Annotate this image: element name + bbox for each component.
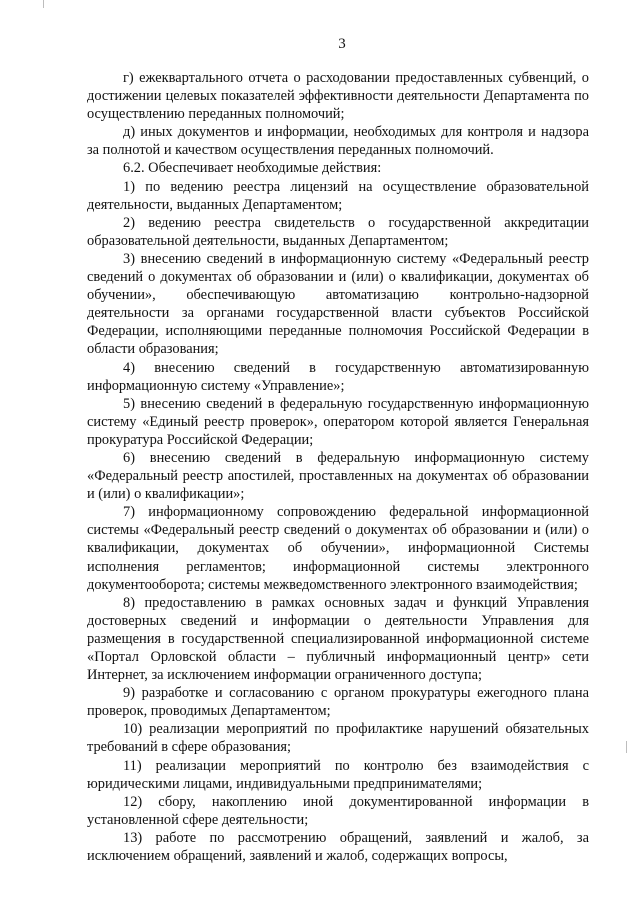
- paragraph-item-6: 6) внесению сведений в федеральную информационную систему «Федеральный реестр апостилей, проставленных на документах об образовании и (или) о квалификации»;: [87, 449, 589, 503]
- paragraph-item-3: 3) внесению сведений в информационную систему «Федеральный реестр сведений о документах об образовании и (или) о квалификации, документах об обучении», обеспечивающую автоматизацию контрольно-надзорной деятельности за органами государственной власти субъектов Российской Федерации, исполняющими переданные полномочия Российской Федерации в области образования;: [87, 250, 589, 358]
- paragraph-item-1: 1) по ведению реестра лицензий на осуществление образовательной деятельности, выданных Департаментом;: [87, 178, 589, 213]
- paragraph-item-13: 13) работе по рассмотрению обращений, заявлений и жалоб, за исключением обращений, заявлений и жалоб, содержащих вопросы,: [87, 829, 589, 865]
- paragraph-item-8: 8) предоставлению в рамках основных задач и функций Управления достоверных сведений и информации о деятельности Управления для размещения в государственной специализированной информационной системе «Портал Орловской области – публичный информационный центр» сети Интернет, за исключением информации ограниченного доступа;: [87, 594, 589, 684]
- paragraph-item-12: 12) сбору, накоплению иной документированной информации в установленной сфере деятельности;: [87, 793, 589, 828]
- paragraph-d: д) иных документов и информации, необходимых для контроля и надзора за полнотой и качеством осуществления переданных полномочий.: [87, 124, 589, 159]
- paragraph-item-2: 2) ведению реестра свидетельств о государственной аккредитации образовательной деятельности, выданных Департаментом;: [87, 214, 589, 249]
- paragraph-item-7: 7) информационному сопровождению федеральной информационной системы «Федеральный реестр сведений о документах об образовании и (или) о квалификации, документах об обучении», информационной Системы исполнения регламентов; информационной системы электронного документооборота; системы межведомственного электронного взаимодействия;: [87, 504, 589, 593]
- document-body: [87, 69, 589, 865]
- paragraph-item-10: 10) реализации мероприятий по профилактике нарушений обязательных требований в сфере образования;: [87, 721, 589, 756]
- scan-edge-mark: [43, 0, 44, 8]
- paragraph-item-9: 9) разработке и согласованию с органом прокуратуры ежегодного плана проверок, проводимых Департаментом;: [87, 685, 589, 720]
- page-number: 3: [338, 36, 346, 52]
- paragraph-item-11: 11) реализации мероприятий по контролю без взаимодействия с юридическими лицами, индивидуальными предпринимателями;: [87, 757, 589, 792]
- paragraph-item-5: 5) внесению сведений в федеральную государственную информационную систему «Единый реестр проверок», оператором которой является Генеральная прокуратура Российской Федерации;: [87, 395, 589, 448]
- scan-edge-mark: [626, 741, 627, 753]
- paragraph-g: г) ежеквартального отчета о расходовании предоставленных субвенций, о достижении целевых показателей эффективности деятельности Департамента по осуществлению переданных полномочий;: [87, 70, 589, 123]
- paragraph-6-2: 6.2. Обеспечивает необходимые действия:: [123, 160, 382, 177]
- paragraph-item-4: 4) внесению сведений в государственную автоматизированную информационную систему «Управление»;: [87, 359, 589, 394]
